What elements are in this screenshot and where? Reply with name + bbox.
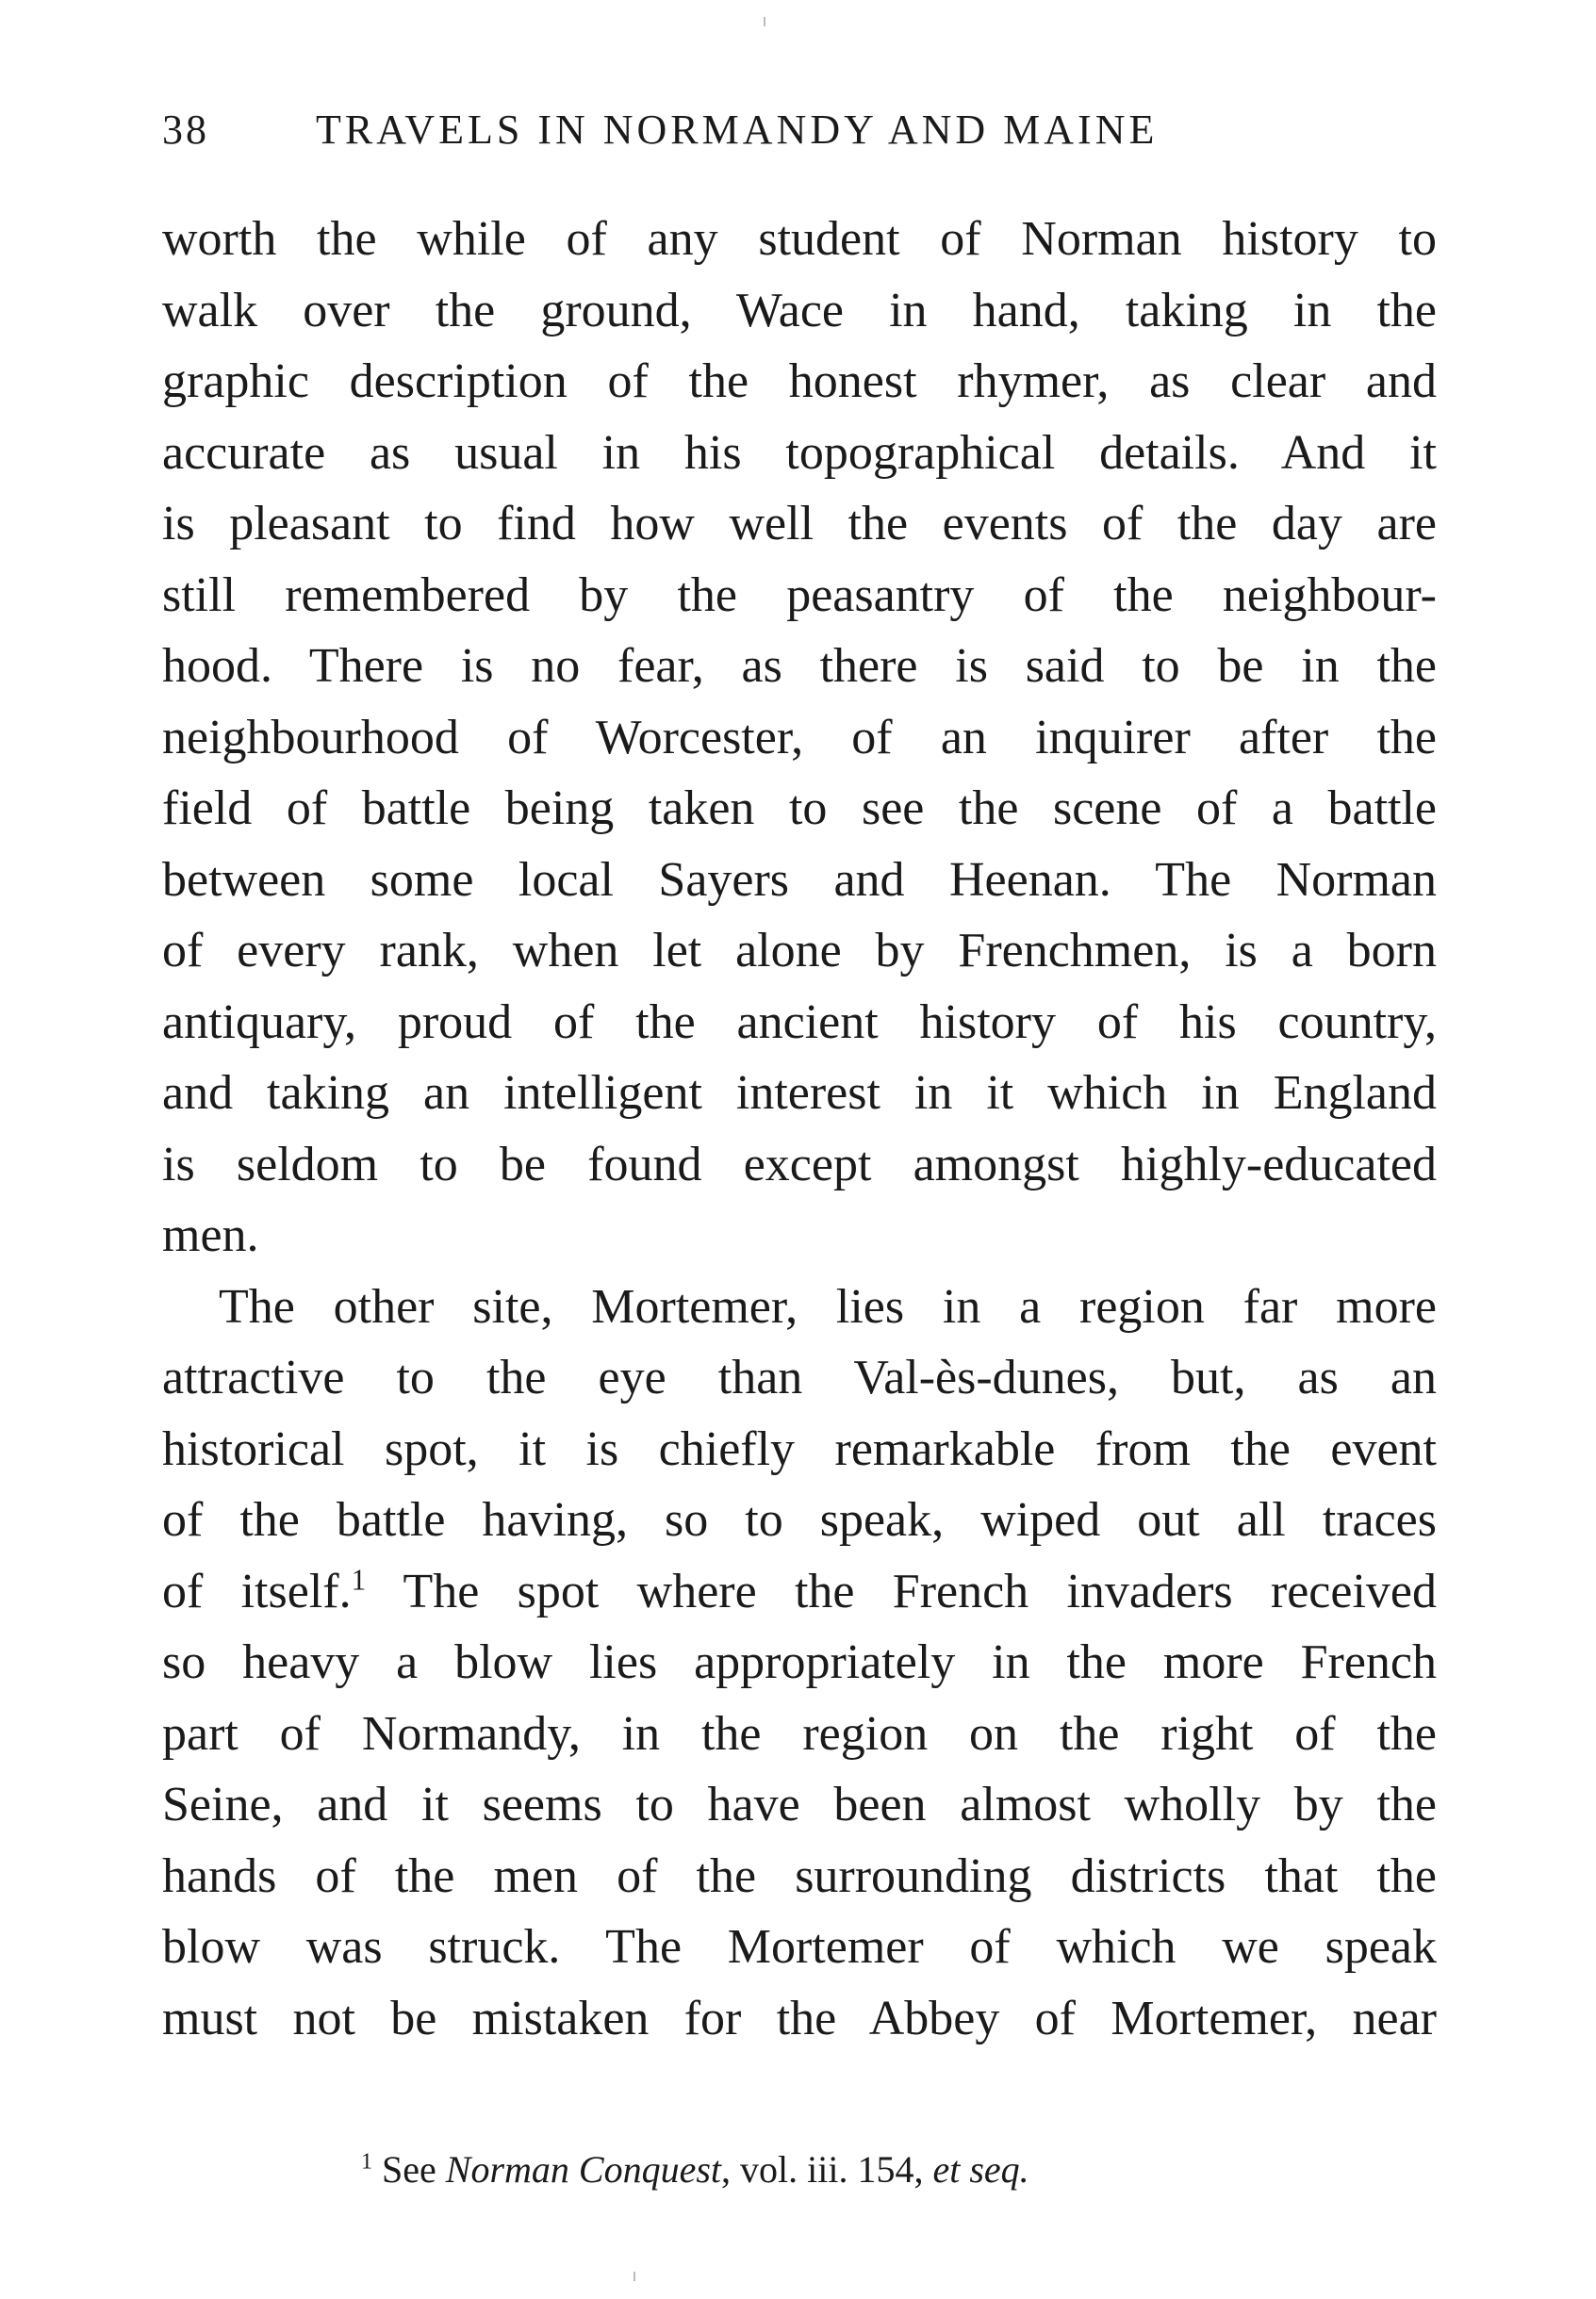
text-line: worth the while of any student of Norman history to bbox=[162, 212, 1437, 266]
paragraph bbox=[162, 1272, 1437, 2055]
text-line: between some local Sayers and Heenan. The Norman bbox=[162, 852, 1437, 907]
text-line: still remembered by the peasantry of the neighbour- bbox=[162, 567, 1437, 622]
page-number: 38 bbox=[162, 107, 209, 153]
body-text bbox=[162, 204, 1437, 2054]
text-line: graphic description of the honest rhymer, as clear and bbox=[162, 354, 1437, 408]
text-line: so heavy a blow lies appropriately in the more French bbox=[162, 1635, 1437, 1689]
footnote-work-title: Norman Conquest bbox=[445, 2148, 722, 2191]
text-line bbox=[162, 1556, 1437, 1628]
text-line: part of Normandy, in the region on the right of the bbox=[162, 1706, 1437, 1761]
text-line: field of battle being taken to see the scene of a battle bbox=[162, 781, 1437, 835]
text-line: of every rank, when let alone by Frenchmen, is a born bbox=[162, 924, 1437, 977]
text-line: Seine, and it seems to have been almost wholly by the bbox=[162, 1778, 1437, 1831]
text-line: men. bbox=[162, 1208, 259, 1262]
text-line: walk over the ground, Wace in hand, taking in the bbox=[162, 283, 1437, 337]
text-line: historical spot, it is chiefly remarkable from the event bbox=[162, 1421, 1437, 1476]
footnote-reference: 1 bbox=[351, 1563, 367, 1597]
scan-mark bbox=[764, 17, 765, 26]
text-line: is pleasant to find how well the events of the day are bbox=[162, 497, 1437, 550]
text-line: neighbourhood of Worcester, of an inquirer after the bbox=[162, 710, 1437, 764]
text-line: attractive to the eye than Val-ès-dunes, but, as an bbox=[162, 1351, 1437, 1404]
text-line: antiquary, proud of the ancient history of his country, bbox=[162, 994, 1437, 1049]
running-title: TRAVELS IN NORMANDY AND MAINE bbox=[316, 107, 1159, 153]
footnote-reference-text: , vol. iii. 154, bbox=[721, 2148, 933, 2191]
running-head bbox=[162, 106, 1437, 162]
scan-mark bbox=[633, 2272, 635, 2281]
footnote-marker: 1 bbox=[361, 2149, 372, 2175]
text-fragment: The spot where the French invaders received bbox=[366, 1564, 1437, 1618]
text-line: hands of the men of the surrounding districts that the bbox=[162, 1848, 1437, 1903]
text-line: The other site, Mortemer, lies in a region far more bbox=[219, 1279, 1437, 1334]
footnote bbox=[361, 2147, 1029, 2192]
text-line: and taking an intelligent interest in it which in England bbox=[162, 1066, 1437, 1120]
text-line: must not be mistaken for the Abbey of Mortemer, near bbox=[162, 1991, 1437, 2045]
text-line: is seldom to be found except amongst highly-educated bbox=[162, 1137, 1437, 1191]
footnote-et-seq: et seq. bbox=[932, 2148, 1029, 2191]
text-fragment: of itself. bbox=[162, 1564, 352, 1618]
text-line: blow was struck. The Mortemer of which we speak bbox=[162, 1920, 1437, 1974]
text-line: accurate as usual in his topographical details. And it bbox=[162, 425, 1437, 480]
paragraph bbox=[162, 204, 1437, 1272]
footnote-text: See bbox=[372, 2148, 446, 2191]
text-line: hood. There is no fear, as there is said to be in the bbox=[162, 639, 1437, 693]
text-line: of the battle having, so to speak, wiped out all traces bbox=[162, 1493, 1437, 1547]
